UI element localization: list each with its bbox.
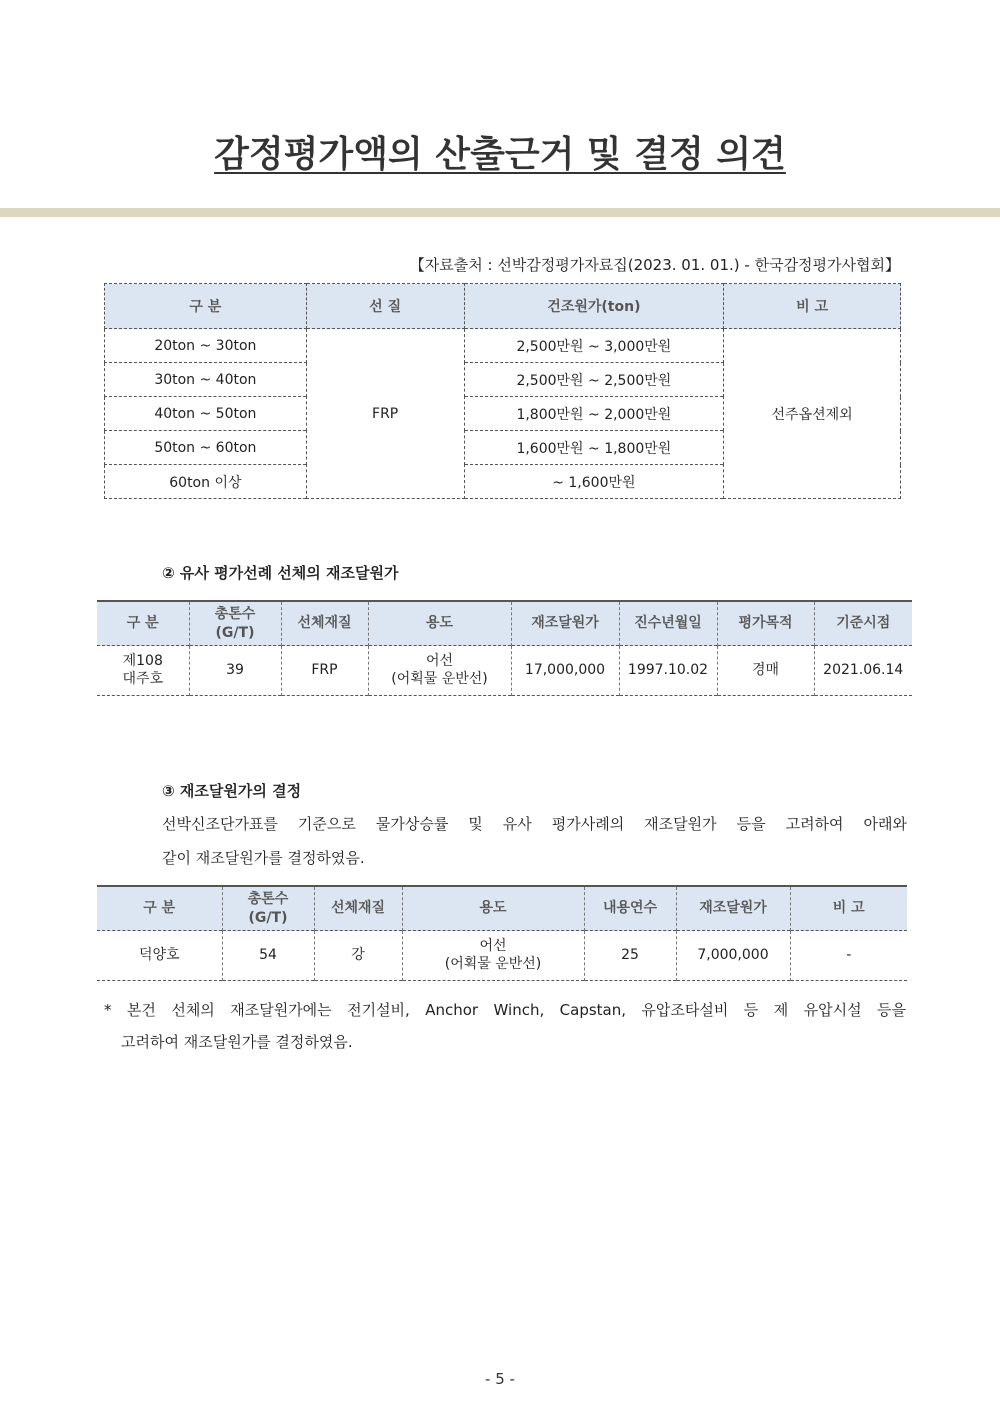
remark: 선주옵션제외 [724, 329, 901, 499]
tonnage-range: 50ton ~ 60ton [105, 431, 307, 465]
column-header: 구 분 [105, 284, 307, 329]
table-header-row [97, 601, 912, 646]
page-number: - 5 - [485, 1370, 515, 1388]
build-cost: 2,500만원 ~ 2,500만원 [464, 363, 724, 397]
column-header: 선체재질 [281, 601, 368, 646]
page-title: 감정평가액의 산출근거 및 결정 의견 [214, 134, 786, 175]
tonnage-range: 40ton ~ 50ton [105, 397, 307, 431]
section-heading: ② 유사 평가선례 선체의 재조달원가 [162, 564, 399, 582]
cost-reference-table [104, 283, 901, 499]
appraisal-purpose: 경매 [717, 646, 814, 696]
build-cost: ~ 1,600만원 [464, 465, 724, 499]
build-cost: 1,600만원 ~ 1,800만원 [464, 431, 724, 465]
column-header: 비 고 [790, 886, 907, 931]
table-row [97, 931, 907, 981]
header-divider [0, 208, 1000, 217]
remark: - [790, 931, 907, 981]
column-header: 총톤수 (G/T) [189, 601, 281, 646]
hull-material: FRP [281, 646, 368, 696]
hull-material: 강 [314, 931, 402, 981]
column-header: 선 질 [306, 284, 464, 329]
column-header: 기준시점 [814, 601, 912, 646]
source-note: 【자료출처 : 선박감정평가자료집(2023. 01. 01.) - 한국감정평가사협회】 [409, 256, 900, 274]
column-header: 용도 [368, 601, 511, 646]
column-header: 재조달원가 [676, 886, 790, 931]
replacement-cost: 7,000,000 [676, 931, 790, 981]
build-cost: 1,800만원 ~ 2,000만원 [464, 397, 724, 431]
column-header: 구 분 [97, 886, 222, 931]
vessel-name: 제108 대주호 [97, 646, 189, 696]
footnote: * 본건 선체의 재조달원가에는 전기설비, Anchor Winch, Capstan, 유압조타설비 등 제 유압시설 등을 고려하여 재조달원가를 결정하였음. [104, 1001, 906, 1051]
tonnage: 39 [189, 646, 281, 696]
table-header-row [97, 886, 907, 931]
hull-material: FRP [306, 329, 464, 499]
column-header: 구 분 [97, 601, 189, 646]
tonnage-range: 60ton 이상 [105, 465, 307, 499]
table-row [105, 329, 901, 363]
vessel-name: 덕양호 [97, 931, 222, 981]
precedent-table [97, 600, 912, 696]
replacement-cost: 17,000,000 [511, 646, 619, 696]
replacement-cost-table [97, 885, 907, 981]
column-header: 진수년월일 [619, 601, 717, 646]
vessel-use: 어선 (어획물 운반선) [368, 646, 511, 696]
section-paragraph: 선박신조단가표를 기준으로 물가상승률 및 유사 평가사례의 재조달원가 등을 고려하여 아래와 같이 재조달원가를 결정하였음. [162, 815, 907, 867]
tonnage-range: 20ton ~ 30ton [105, 329, 307, 363]
tonnage: 54 [222, 931, 314, 981]
column-header: 평가목적 [717, 601, 814, 646]
column-header: 선체재질 [314, 886, 402, 931]
column-header: 비 고 [724, 284, 901, 329]
section-heading: ③ 재조달원가의 결정 [162, 782, 302, 800]
column-header: 내용연수 [584, 886, 676, 931]
column-header: 재조달원가 [511, 601, 619, 646]
useful-life: 25 [584, 931, 676, 981]
table-header-row [105, 284, 901, 329]
build-cost: 2,500만원 ~ 3,000만원 [464, 329, 724, 363]
tonnage-range: 30ton ~ 40ton [105, 363, 307, 397]
column-header: 총톤수 (G/T) [222, 886, 314, 931]
table-row [97, 646, 912, 696]
launch-date: 1997.10.02 [619, 646, 717, 696]
vessel-use: 어선 (어획물 운반선) [402, 931, 584, 981]
column-header: 용도 [402, 886, 584, 931]
base-date: 2021.06.14 [814, 646, 912, 696]
column-header: 건조원가(ton) [464, 284, 724, 329]
